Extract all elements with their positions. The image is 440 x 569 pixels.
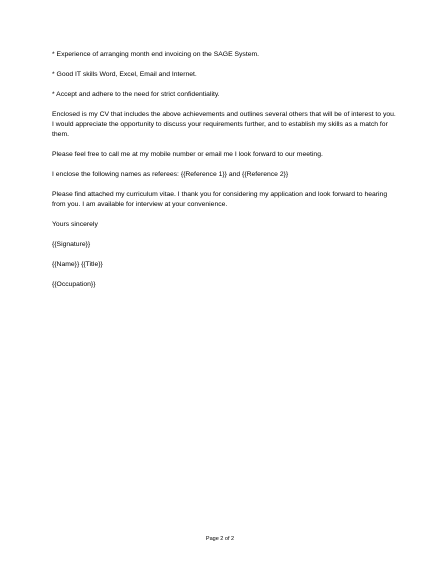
paragraph-call-me: Please feel free to call me at my mobile number or email me I look forward to our meeting. (52, 151, 323, 158)
page-number: Page 2 of 2 (205, 536, 235, 542)
signature-placeholder: {{Signature}} (52, 241, 91, 248)
paragraph-enclosed-cv: Enclosed is my CV that includes the above achievements and outlines several others that will be of interest to you. I would appreciate the opportunity to discuss your requirements further, and to establish my skills as a match for them. (52, 111, 396, 138)
closing-line: Yours sincerely (52, 221, 98, 228)
paragraph-attached-cv: Please find attached my curriculum vitae. I thank you for considering my application and look forward to hearing from you. I am available for interview at your convenience. (52, 191, 388, 208)
bullet-confidentiality: * Accept and adhere to the need for strict confidentiality. (52, 91, 220, 98)
bullet-sage-invoicing: * Experience of arranging month end invoicing on the SAGE System. (52, 51, 260, 58)
name-title-placeholder: {{Name}} {{Title}} (52, 261, 103, 268)
paragraph-referees: I enclose the following names as referees: {{Reference 1}} and {{Reference 2}} (52, 171, 289, 178)
letter-body (52, 50, 397, 300)
bullet-it-skills: * Good IT skills Word, Excel, Email and Internet. (52, 71, 197, 78)
occupation-placeholder: {{Occupation}} (52, 281, 96, 288)
